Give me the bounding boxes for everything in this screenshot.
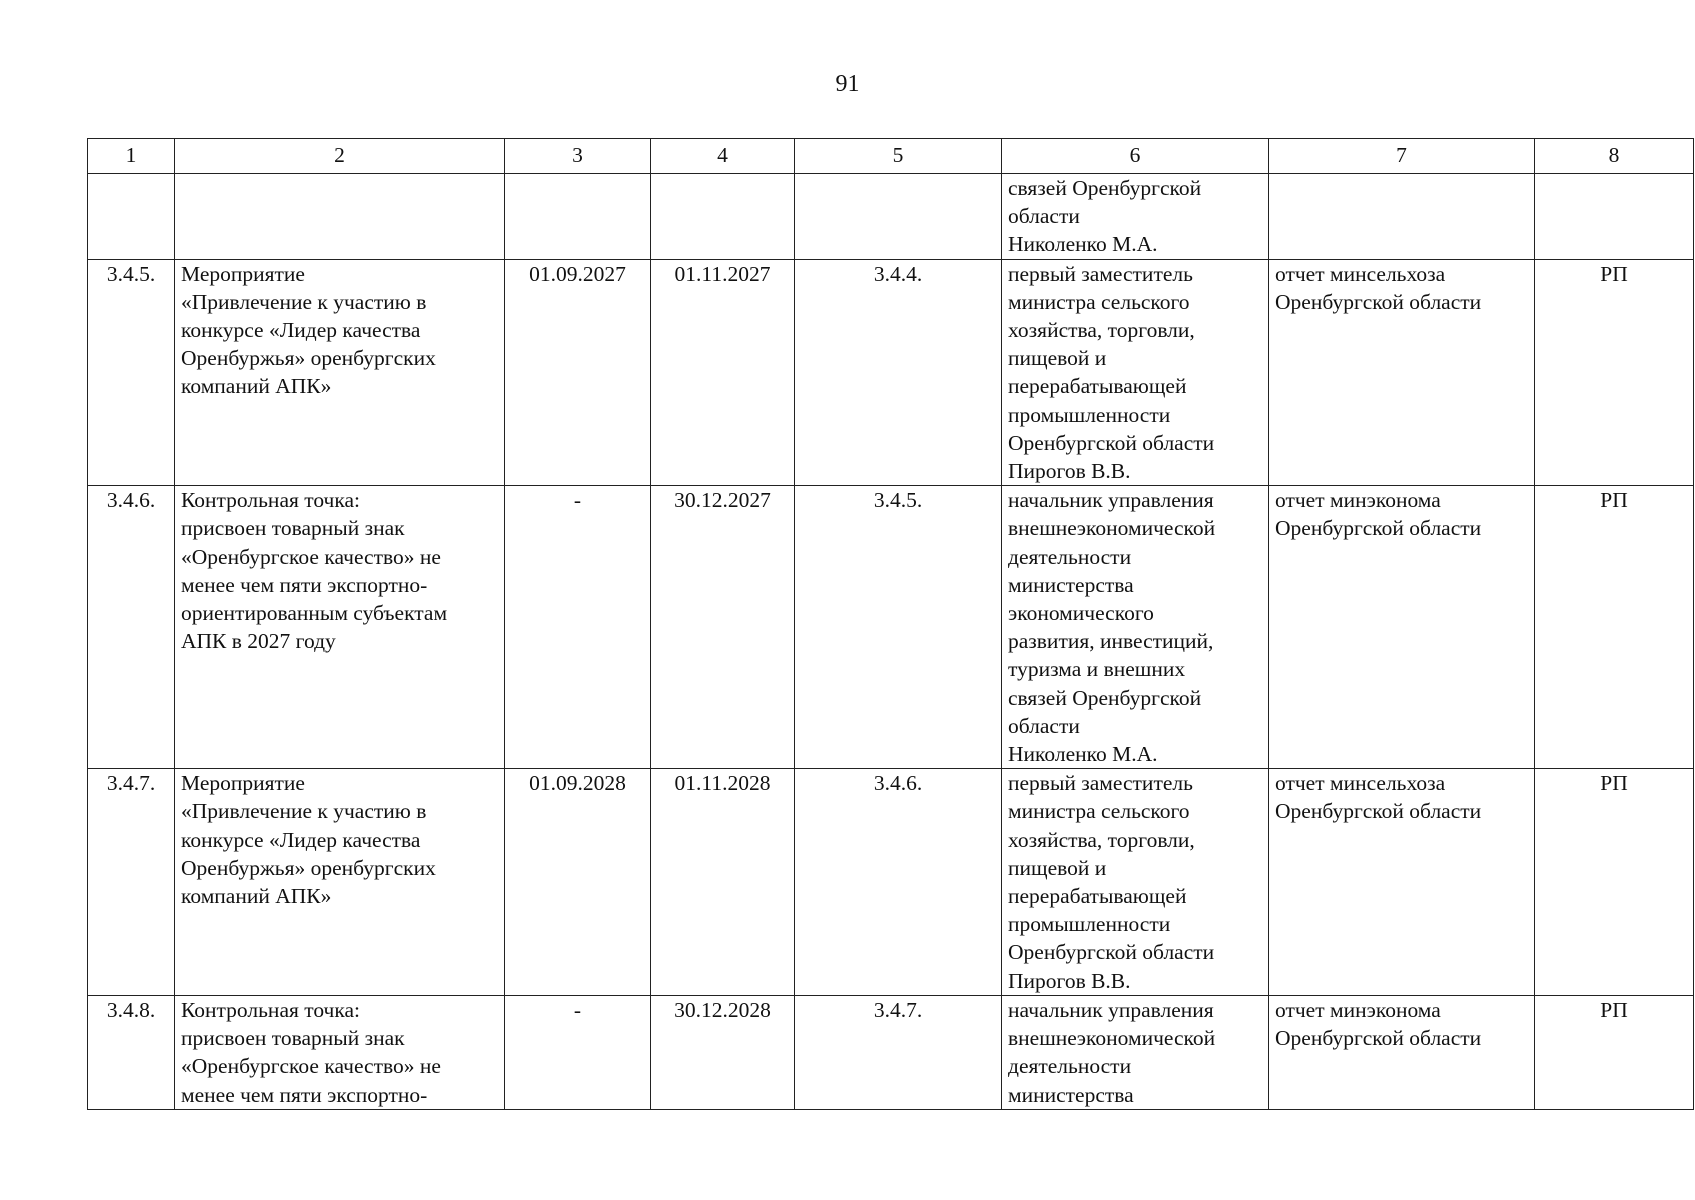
column-header: 1 [88, 139, 175, 174]
cell-responsible: первый заместитель министра сельского хозяйства, торговли, пищевой и перерабатывающей промышленности Оренбургской области Пирогов В.В. [1002, 769, 1269, 996]
column-header: 6 [1002, 139, 1269, 174]
cell-end-date: 01.11.2028 [651, 769, 795, 996]
cell-end-date: 30.12.2027 [651, 486, 795, 769]
cell-document [1269, 174, 1535, 260]
column-header: 7 [1269, 139, 1535, 174]
cell-start-date: - [505, 486, 651, 769]
cell-number: 3.4.6. [88, 486, 175, 769]
column-header: 8 [1535, 139, 1694, 174]
cell-name: Контрольная точка: присвоен товарный знак «Оренбургское качество» не менее чем пяти экспортно- [175, 995, 505, 1109]
cell-number: 3.4.5. [88, 259, 175, 486]
cell-predecessor [795, 174, 1002, 260]
cell-responsible: начальник управления внешнеэкономической деятельности министерства экономического развития, инвестиций, туризма и внешних связей Оренбургской области Николенко М.А. [1002, 486, 1269, 769]
cell-predecessor: 3.4.6. [795, 769, 1002, 996]
cell-responsible: первый заместитель министра сельского хозяйства, торговли, пищевой и перерабатывающей промышленности Оренбургской области Пирогов В.В. [1002, 259, 1269, 486]
cell-name: Мероприятие «Привлечение к участию в конкурсе «Лидер качества Оренбуржья» оренбургских компаний АПК» [175, 259, 505, 486]
cell-responsible: начальник управления внешнеэкономической деятельности министерства [1002, 995, 1269, 1109]
cell-number: 3.4.7. [88, 769, 175, 996]
table-row [88, 174, 1694, 260]
cell-level [1535, 174, 1694, 260]
table-row [88, 259, 1694, 486]
table-row [88, 769, 1694, 996]
cell-number: 3.4.8. [88, 995, 175, 1109]
cell-end-date: 01.11.2027 [651, 259, 795, 486]
cell-name: Контрольная точка: присвоен товарный знак «Оренбургское качество» не менее чем пяти экспортно- ориентированным субъектам АПК в 2027 году [175, 486, 505, 769]
cell-start-date: - [505, 995, 651, 1109]
cell-end-date: 30.12.2028 [651, 995, 795, 1109]
column-header: 2 [175, 139, 505, 174]
cell-end-date [651, 174, 795, 260]
table-header-row [88, 139, 1694, 174]
column-header: 3 [505, 139, 651, 174]
cell-document: отчет минсельхоза Оренбургской области [1269, 259, 1535, 486]
cell-start-date: 01.09.2028 [505, 769, 651, 996]
cell-responsible: связей Оренбургской области Николенко М.А. [1002, 174, 1269, 260]
cell-name: Мероприятие «Привлечение к участию в конкурсе «Лидер качества Оренбуржья» оренбургских компаний АПК» [175, 769, 505, 996]
cell-level: РП [1535, 486, 1694, 769]
cell-predecessor: 3.4.7. [795, 995, 1002, 1109]
column-header: 4 [651, 139, 795, 174]
cell-document: отчет минэконома Оренбургской области [1269, 486, 1535, 769]
table-row [88, 486, 1694, 769]
cell-level: РП [1535, 995, 1694, 1109]
cell-name [175, 174, 505, 260]
cell-predecessor: 3.4.5. [795, 486, 1002, 769]
cell-level: РП [1535, 259, 1694, 486]
plan-table [87, 138, 1694, 1110]
page-number: 91 [835, 71, 860, 97]
cell-level: РП [1535, 769, 1694, 996]
cell-start-date [505, 174, 651, 260]
cell-predecessor: 3.4.4. [795, 259, 1002, 486]
cell-number [88, 174, 175, 260]
cell-start-date: 01.09.2027 [505, 259, 651, 486]
column-header: 5 [795, 139, 1002, 174]
cell-document: отчет минсельхоза Оренбургской области [1269, 769, 1535, 996]
table-row [88, 995, 1694, 1109]
cell-document: отчет минэконома Оренбургской области [1269, 995, 1535, 1109]
